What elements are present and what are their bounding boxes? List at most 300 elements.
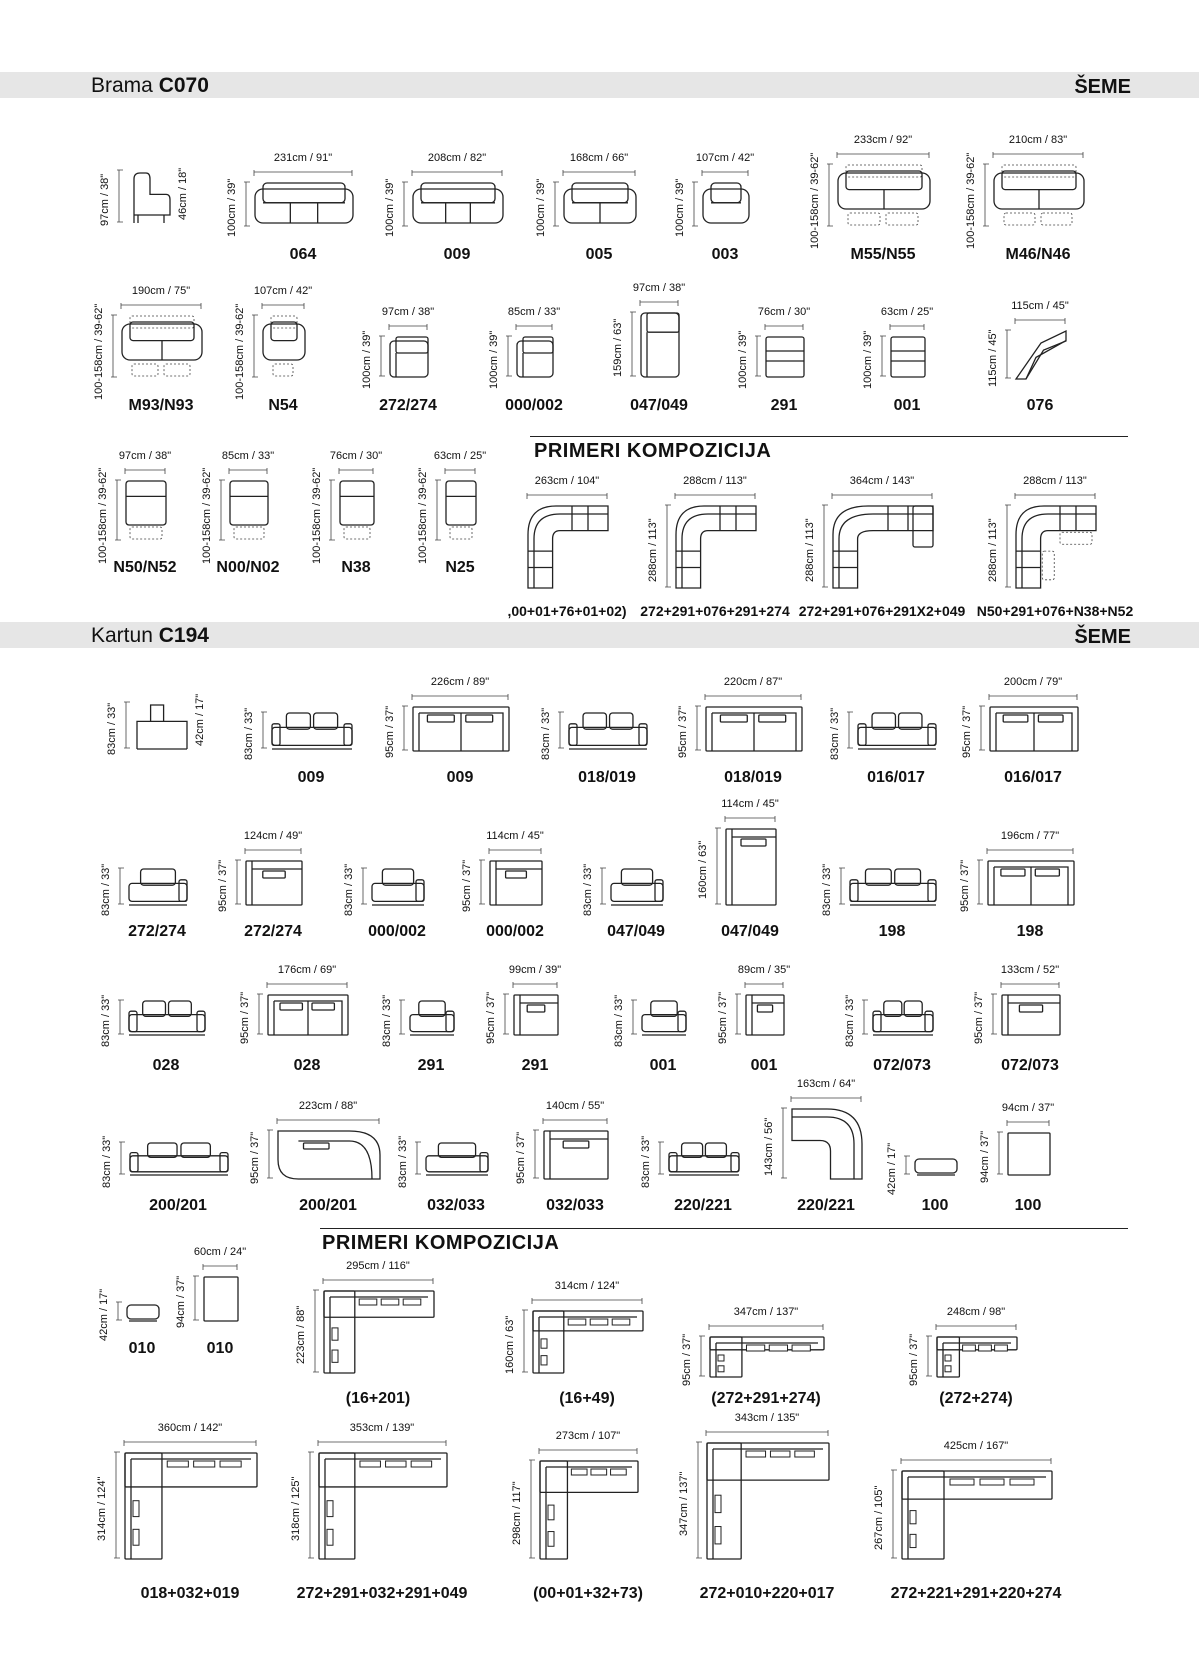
- module-code: 001: [893, 397, 921, 414]
- module-drawing: [489, 860, 543, 906]
- sofa-front-icon: [858, 713, 936, 749]
- height-dimension: 95cm / 37": [515, 1131, 527, 1184]
- width-dimension-line: [563, 168, 635, 176]
- height-dimension-line: [433, 480, 441, 540]
- module-code: 001: [750, 1057, 778, 1074]
- sofa-side-icon: [137, 705, 187, 749]
- module-drawing: [1001, 994, 1061, 1036]
- height-dimension: 95cm / 37": [973, 991, 985, 1044]
- height-dimension-line: [413, 1142, 421, 1174]
- module-drawing: [127, 170, 171, 224]
- width-dimension-line: [323, 1276, 433, 1284]
- ottoman-top-icon: [204, 1277, 238, 1321]
- module-drawing: [849, 868, 937, 906]
- height-dimension-line: [327, 480, 335, 540]
- height-dimension-line: [112, 1452, 120, 1558]
- width-dimension-line: [936, 1322, 1016, 1330]
- height-dimension-line: [250, 315, 258, 377]
- module-code: 016/017: [1004, 769, 1062, 786]
- height-dimension: 83cm / 33": [397, 1135, 409, 1188]
- module-drawing: [837, 164, 931, 228]
- module-code: 032/033: [546, 1197, 604, 1214]
- width-dimension-line: [412, 692, 508, 700]
- width-dimension-line: [837, 150, 929, 158]
- width-dimension: 295cm / 116": [346, 1260, 410, 1272]
- sofa-front-icon: [669, 1143, 739, 1175]
- module-code: N00/N02: [216, 559, 280, 576]
- width-dimension: 89cm / 35": [737, 964, 791, 976]
- width-dimension: 76cm / 30": [329, 450, 383, 462]
- module-top-icon: [1002, 995, 1060, 1035]
- height-dimension: 95cm / 37": [384, 705, 396, 758]
- module-drawing: [668, 1142, 740, 1176]
- section-label: ŠEME: [1074, 626, 1131, 648]
- width-dimension: 97cm / 38": [381, 306, 435, 318]
- divider: [320, 1228, 1128, 1229]
- module-code: 047/049: [630, 397, 688, 414]
- composition-icon: [533, 1311, 643, 1373]
- module-drawing: [993, 164, 1085, 228]
- height-dimension-line: [977, 706, 985, 750]
- seat-height-dimension: 46cm / 18": [177, 167, 189, 220]
- module-code: 047/049: [607, 923, 665, 940]
- width-dimension: 223cm / 88": [298, 1100, 358, 1112]
- width-dimension: 273cm / 107": [555, 1430, 621, 1442]
- height-dimension: 83cm / 33": [844, 994, 856, 1047]
- height-dimension: 95cm / 37": [485, 991, 497, 1044]
- module-code: 272/274: [379, 397, 437, 414]
- module-drawing: [318, 1452, 448, 1560]
- height-dimension: 95cm / 37": [217, 859, 229, 912]
- height-dimension: 94cm / 37": [175, 1275, 187, 1328]
- width-dimension: 347cm / 137": [733, 1306, 799, 1318]
- recliner-module-icon: [126, 481, 166, 539]
- height-dimension-line: [255, 994, 263, 1034]
- compositions-title: PRIMERI KOMPOZICIJA: [534, 440, 772, 462]
- width-dimension-line: [513, 980, 557, 988]
- module-code: 018/019: [724, 769, 782, 786]
- width-dimension-line: [245, 846, 301, 854]
- width-dimension-line: [516, 322, 552, 330]
- height-dimension: 160cm / 63": [504, 1315, 516, 1374]
- width-dimension: 196cm / 77": [1000, 830, 1060, 842]
- module-top-icon: [746, 995, 784, 1035]
- width-dimension: 263cm / 104": [534, 475, 600, 487]
- width-dimension-line: [489, 846, 541, 854]
- composition-icon: [125, 1453, 257, 1559]
- height-dimension: 95cm / 37": [908, 1333, 920, 1386]
- module-drawing: [128, 868, 188, 906]
- module-code: 076: [1026, 397, 1054, 414]
- module-drawing: [857, 712, 937, 750]
- height-dimension-line: [598, 868, 606, 904]
- height-dimension: 100-158cm / 39-62": [201, 467, 213, 564]
- height-dimension-line: [116, 1000, 124, 1034]
- corner-arm-icon: [390, 337, 428, 377]
- module-drawing: [640, 312, 680, 378]
- module-code: N50/N52: [113, 559, 177, 576]
- width-dimension-line: [791, 1094, 861, 1102]
- width-dimension: 133cm / 52": [1000, 964, 1060, 976]
- height-dimension: 83cm / 33": [100, 863, 112, 916]
- width-dimension-line: [640, 298, 678, 306]
- module-code: 291: [417, 1057, 445, 1074]
- height-dimension: 42cm / 17": [886, 1142, 898, 1195]
- width-dimension: 314cm / 124": [554, 1280, 620, 1292]
- module-code: 000/002: [486, 923, 544, 940]
- height-dimension: 83cm / 33": [540, 707, 552, 760]
- height-dimension: 100cm / 39": [674, 178, 686, 237]
- module-drawing: [702, 182, 750, 228]
- height-dimension-line: [113, 480, 121, 540]
- height-dimension-line: [1003, 505, 1011, 587]
- height-dimension: 95cm / 37": [961, 705, 973, 758]
- width-dimension: 63cm / 25": [880, 306, 934, 318]
- module-front-icon: [611, 869, 663, 905]
- height-dimension: 100cm / 39": [384, 178, 396, 237]
- module-code: 032/033: [427, 1197, 485, 1214]
- height-dimension-line: [117, 1142, 125, 1174]
- module-drawing: [134, 702, 188, 750]
- module-drawing: [125, 480, 167, 542]
- module-front-icon: [410, 1001, 454, 1035]
- module-code: 010: [206, 1340, 234, 1357]
- recliner-sofa-icon: [122, 316, 202, 376]
- module-code: 028: [152, 1057, 180, 1074]
- module-drawing: [890, 336, 926, 378]
- width-dimension-line: [832, 491, 932, 499]
- width-dimension: 85cm / 33": [507, 306, 561, 318]
- module-drawing: [412, 706, 510, 752]
- width-dimension: 200cm / 79": [1003, 676, 1063, 688]
- width-dimension: 107cm / 42": [253, 285, 313, 297]
- module-code: 220/221: [797, 1197, 855, 1214]
- module-drawing: [425, 1142, 489, 1176]
- sofa-front-icon: [873, 1001, 933, 1035]
- module-code: 272+291+076+291X2+049: [798, 603, 966, 619]
- module-drawing: [121, 315, 203, 379]
- module-drawing: [527, 505, 609, 589]
- height-dimension-line: [242, 182, 250, 226]
- width-dimension: 208cm / 82": [427, 152, 487, 164]
- height-dimension-line: [122, 702, 130, 748]
- width-dimension-line: [709, 1322, 823, 1330]
- width-dimension: 176cm / 69": [277, 964, 337, 976]
- module-code: 198: [878, 923, 906, 940]
- corner-wedge-icon: [1016, 331, 1066, 379]
- height-dimension: 83cm / 33": [101, 1135, 113, 1188]
- height-dimension: 95cm / 37": [717, 991, 729, 1044]
- module-code: 198: [1016, 923, 1044, 940]
- module-drawing: [563, 182, 637, 228]
- corner-composition-icon: [676, 506, 756, 588]
- ottoman-top-icon: [1008, 1133, 1050, 1175]
- width-dimension-line: [989, 692, 1077, 700]
- height-dimension-line: [924, 1336, 932, 1376]
- width-dimension: 353cm / 139": [349, 1422, 415, 1434]
- height-dimension-line: [989, 994, 997, 1034]
- module-drawing: [539, 1460, 639, 1560]
- height-dimension-line: [981, 164, 989, 226]
- height-dimension-line: [693, 706, 701, 750]
- module-drawing: [245, 860, 303, 906]
- module-drawing: [568, 712, 648, 750]
- height-dimension: 83cm / 33": [829, 707, 841, 760]
- width-dimension: 85cm / 33": [221, 450, 275, 462]
- height-dimension-line: [629, 1000, 637, 1034]
- module-code: 016/017: [867, 769, 925, 786]
- corner-composition-icon: [528, 506, 608, 588]
- module-code: 100: [1014, 1197, 1042, 1214]
- section-title: Kartun C194: [91, 624, 209, 647]
- height-dimension-line: [779, 1108, 787, 1178]
- height-dimension-line: [109, 315, 117, 377]
- width-dimension-line: [539, 1446, 637, 1454]
- height-dimension: 95cm / 37": [239, 991, 251, 1044]
- module-top-icon: [544, 1131, 608, 1179]
- height-dimension: 100cm / 39": [488, 330, 500, 389]
- divider: [530, 436, 1128, 437]
- module-drawing: [229, 480, 269, 542]
- width-dimension: 99cm / 39": [508, 964, 562, 976]
- width-dimension: 231cm / 91": [273, 152, 333, 164]
- armchair-icon: [703, 183, 749, 223]
- module-code: ,00+01+76+01+02): [507, 603, 627, 619]
- module-drawing: [675, 505, 757, 589]
- module-drawing: [914, 1156, 958, 1176]
- module-drawing: [126, 1302, 160, 1322]
- module-code: 047/049: [721, 923, 779, 940]
- composition-icon: [319, 1453, 447, 1559]
- corner-chaise-composition-icon: [833, 506, 933, 588]
- module-code: 009: [443, 246, 471, 263]
- height-dimension: 347cm / 137": [678, 1471, 690, 1536]
- height-dimension-line: [878, 336, 886, 376]
- sofa-front-icon: [850, 869, 936, 905]
- module-drawing: [389, 336, 429, 378]
- height-dimension-line: [400, 706, 408, 750]
- height-dimension: 83cm / 33": [582, 863, 594, 916]
- width-dimension-line: [706, 1428, 828, 1436]
- composition-icon: [540, 1461, 638, 1559]
- recliner-sofa-icon: [994, 165, 1084, 225]
- height-dimension-line: [697, 1336, 705, 1376]
- height-dimension: 100cm / 39": [361, 330, 373, 389]
- height-dimension: 100-158cm / 39-62": [965, 152, 977, 249]
- height-dimension-line: [233, 860, 241, 904]
- module-code: 272/274: [244, 923, 302, 940]
- height-dimension: 42cm / 17": [98, 1288, 110, 1341]
- module-drawing: [124, 1452, 258, 1560]
- height-dimension-line: [713, 828, 721, 904]
- height-dimension: 288cm / 113": [647, 518, 659, 582]
- height-dimension: 159cm / 63": [612, 318, 624, 377]
- ottoman-front-icon: [127, 1305, 159, 1321]
- module-code: (16+201): [345, 1390, 411, 1407]
- module-drawing: [409, 1000, 455, 1036]
- module-code: 100: [921, 1197, 949, 1214]
- module-code: 272+221+291+220+274: [890, 1585, 1062, 1602]
- height-dimension: 223cm / 88": [295, 1305, 307, 1364]
- height-dimension: 100cm / 39": [226, 178, 238, 237]
- width-dimension-line: [121, 301, 201, 309]
- module-drawing: [412, 182, 504, 228]
- module-code: (272+274): [939, 1390, 1013, 1407]
- height-dimension-line: [656, 1142, 664, 1174]
- sofa-front-icon: [272, 713, 352, 749]
- height-dimension-line: [845, 712, 853, 748]
- recliner-chair-icon: [263, 316, 305, 376]
- sofa-top-icon: [268, 995, 348, 1035]
- module-drawing: [705, 706, 803, 752]
- width-dimension-line: [527, 491, 607, 499]
- width-dimension: 360cm / 142": [157, 1422, 223, 1434]
- width-dimension-line: [124, 1438, 256, 1446]
- module-code: 005: [585, 246, 613, 263]
- width-dimension-line: [1007, 1118, 1049, 1126]
- module-drawing: [989, 706, 1079, 752]
- sofa-top-icon: [988, 861, 1074, 905]
- module-code: M55/N55: [850, 246, 916, 263]
- module-drawing: [1015, 505, 1097, 589]
- module-drawing: [128, 1000, 206, 1036]
- height-dimension: 95cm / 37": [677, 705, 689, 758]
- corner-arm-icon: [517, 337, 553, 377]
- height-dimension-line: [531, 1130, 539, 1178]
- width-dimension-line: [389, 322, 427, 330]
- module-drawing: [610, 868, 664, 906]
- width-dimension-line: [987, 846, 1073, 854]
- module-drawing: [532, 1310, 644, 1374]
- sofa-top-icon: [413, 707, 509, 751]
- module-code: 000/002: [505, 397, 563, 414]
- width-dimension: 76cm / 30": [757, 306, 811, 318]
- module-code: 028: [293, 1057, 321, 1074]
- height-dimension: 100cm / 39": [862, 330, 874, 389]
- module-code: M93/N93: [128, 397, 194, 414]
- module-drawing: [271, 712, 353, 750]
- seat-module-icon: [891, 337, 925, 377]
- width-dimension-line: [339, 466, 373, 474]
- module-drawing: [254, 182, 354, 228]
- height-dimension: 83cm / 33": [821, 863, 833, 916]
- height-dimension-line: [501, 994, 509, 1034]
- sofa-3-icon: [255, 183, 353, 223]
- module-code: 009: [446, 769, 474, 786]
- height-dimension-line: [753, 336, 761, 376]
- width-dimension-line: [901, 1456, 1051, 1464]
- width-dimension: 288cm / 113": [1023, 475, 1087, 487]
- height-dimension-line: [265, 1130, 273, 1178]
- width-dimension-line: [229, 466, 267, 474]
- width-dimension: 114cm / 45": [486, 830, 544, 842]
- compositions-title: PRIMERI KOMPOZICIJA: [322, 1232, 560, 1254]
- height-dimension-line: [694, 1442, 702, 1558]
- height-dimension: 100-158cm / 39-62": [809, 152, 821, 249]
- height-dimension: 83cm / 33": [381, 994, 393, 1047]
- module-drawing: [709, 1336, 825, 1378]
- module-code: 001: [649, 1057, 677, 1074]
- width-dimension-line: [1015, 491, 1095, 499]
- sofa-front-icon: [130, 1143, 228, 1175]
- module-drawing: [832, 505, 934, 589]
- height-dimension: 94cm / 37": [979, 1130, 991, 1183]
- module-drawing: [1007, 1132, 1051, 1176]
- module-drawing: [516, 336, 554, 378]
- width-dimension-line: [1001, 980, 1059, 988]
- width-dimension-line: [445, 466, 475, 474]
- module-code: 291: [521, 1057, 549, 1074]
- section-header-kartun: [0, 622, 1199, 648]
- width-dimension-line: [702, 168, 748, 176]
- width-dimension: 210cm / 83": [1008, 134, 1068, 146]
- width-dimension-line: [1015, 316, 1065, 324]
- height-dimension: 83cm / 33": [343, 863, 355, 916]
- width-dimension: 140cm / 55": [545, 1100, 605, 1112]
- module-code: 200/201: [299, 1197, 357, 1214]
- height-dimension-line: [400, 182, 408, 226]
- height-dimension: 115cm / 45": [987, 329, 999, 387]
- width-dimension: 190cm / 75": [131, 285, 191, 297]
- height-dimension: 83cm / 33": [100, 994, 112, 1047]
- module-code: 018/019: [578, 769, 636, 786]
- module-drawing: [262, 315, 306, 379]
- module-top-icon: [246, 861, 302, 905]
- width-dimension: 220cm / 87": [723, 676, 783, 688]
- recliner-module-icon: [230, 481, 268, 539]
- height-dimension-line: [520, 1310, 528, 1372]
- sofa-top-icon: [990, 707, 1078, 751]
- height-dimension-line: [690, 182, 698, 226]
- module-code: 064: [289, 246, 317, 263]
- height-dimension-line: [359, 868, 367, 904]
- width-dimension: 364cm / 143": [849, 475, 915, 487]
- width-dimension: 288cm / 113": [683, 475, 747, 487]
- width-dimension: 226cm / 89": [430, 676, 490, 688]
- height-dimension: 83cm / 33": [243, 707, 255, 760]
- module-code: 018+032+019: [140, 1585, 240, 1602]
- width-dimension: 124cm / 49": [243, 830, 303, 842]
- height-dimension-line: [259, 712, 267, 748]
- height-dimension: 143cm / 56": [763, 1117, 775, 1176]
- module-code: (00+01+32+73): [533, 1585, 643, 1602]
- module-drawing: [725, 828, 777, 906]
- width-dimension-line: [890, 322, 924, 330]
- height-dimension-line: [311, 1290, 319, 1372]
- module-drawing: [513, 994, 559, 1036]
- width-dimension-line: [318, 1438, 446, 1446]
- module-drawing: [543, 1130, 609, 1180]
- section-title: Brama C070: [91, 74, 209, 97]
- height-dimension-line: [837, 868, 845, 904]
- module-drawing: [987, 860, 1075, 906]
- module-code: 272+291+076+291+274: [640, 603, 790, 619]
- sofa-front-icon: [129, 1001, 205, 1035]
- module-drawing: [267, 994, 349, 1036]
- width-dimension: 248cm / 98": [946, 1306, 1006, 1318]
- module-code: 272+291+032+291+049: [296, 1585, 468, 1602]
- recliner-sofa-icon: [838, 165, 930, 225]
- height-dimension-line: [115, 170, 123, 222]
- height-dimension-line: [995, 1132, 1003, 1174]
- section-label: ŠEME: [1074, 76, 1131, 98]
- module-drawing: [901, 1470, 1053, 1560]
- width-dimension: 425cm / 167": [943, 1440, 1009, 1452]
- width-dimension: 107cm / 42": [695, 152, 755, 164]
- height-dimension-line: [397, 1000, 405, 1034]
- seat-module-icon: [766, 337, 804, 377]
- module-drawing: [936, 1336, 1018, 1378]
